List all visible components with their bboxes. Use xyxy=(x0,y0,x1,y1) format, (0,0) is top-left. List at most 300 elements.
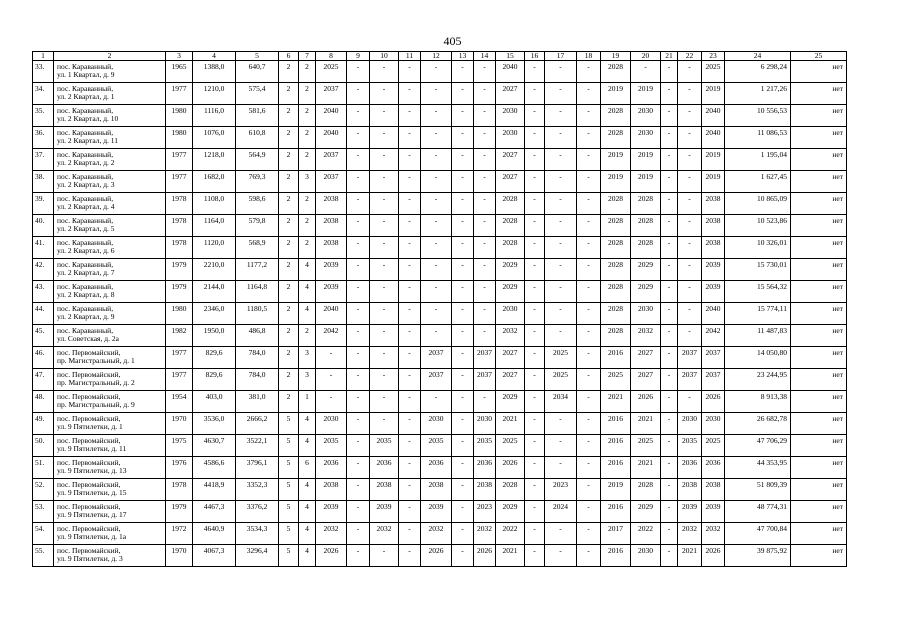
table-cell: - xyxy=(474,61,496,83)
table-cell: 4640,9 xyxy=(193,523,236,545)
table-cell: 2035 xyxy=(316,435,347,457)
table-cell: - xyxy=(525,281,545,303)
row-number-cell: 42. xyxy=(33,259,54,281)
table-cell: 2028 xyxy=(601,325,631,347)
table-cell: 2039 xyxy=(316,281,347,303)
address-settlement: пос. Первомайский, xyxy=(57,546,121,555)
table-cell: 2040 xyxy=(702,127,725,149)
table-cell: - xyxy=(678,391,702,413)
table-cell: нет xyxy=(791,501,847,523)
table-row xyxy=(33,479,847,501)
table-cell: 2019 xyxy=(702,171,725,193)
row-number-cell: 36. xyxy=(33,127,54,149)
table-cell: 5 xyxy=(279,457,299,479)
table-cell: - xyxy=(421,237,452,259)
table-cell: 1978 xyxy=(166,215,193,237)
address-settlement: пос. Караванный, xyxy=(57,326,114,335)
table-cell: - xyxy=(347,237,370,259)
table-cell: - xyxy=(370,61,399,83)
address-cell xyxy=(54,501,166,523)
table-cell: - xyxy=(577,501,601,523)
table-cell: - xyxy=(452,215,474,237)
table-cell: 2030 xyxy=(496,105,525,127)
table-cell: - xyxy=(421,193,452,215)
table-cell: 51 809,39 xyxy=(725,479,791,501)
address-street: ул. 9 Пятилетки, д. 1 xyxy=(57,422,123,431)
row-number-cell: 43. xyxy=(33,281,54,303)
table-cell: 2028 xyxy=(601,259,631,281)
table-cell: 2025 xyxy=(702,435,725,457)
table-cell: 2038 xyxy=(316,215,347,237)
row-number-cell: 41. xyxy=(33,237,54,259)
table-cell: 2021 xyxy=(601,391,631,413)
table-cell: - xyxy=(661,83,678,105)
address-cell xyxy=(54,171,166,193)
table-cell: - xyxy=(421,83,452,105)
table-cell: 10 556,53 xyxy=(725,105,791,127)
address-street: ул. 9 Пятилетки, д. 11 xyxy=(57,444,127,453)
table-cell: 2042 xyxy=(316,325,347,347)
row-number-cell: 44. xyxy=(33,303,54,325)
table-cell: 2 xyxy=(279,171,299,193)
address-street: ул. 2 Квартал, д. 6 xyxy=(57,246,115,255)
table-cell: 2019 xyxy=(601,83,631,105)
table-cell: нет xyxy=(791,171,847,193)
table-cell: - xyxy=(421,303,452,325)
table-cell: 4 xyxy=(299,479,316,501)
table-cell: 2038 xyxy=(678,479,702,501)
table-cell: - xyxy=(370,237,399,259)
table-cell: 2034 xyxy=(545,391,577,413)
table-cell: - xyxy=(370,347,399,369)
table-row xyxy=(33,325,847,347)
table-cell: 2039 xyxy=(316,501,347,523)
table-cell: 1980 xyxy=(166,105,193,127)
table-row xyxy=(33,545,847,567)
table-cell: - xyxy=(347,61,370,83)
table-cell: 829,6 xyxy=(193,347,236,369)
address-cell xyxy=(54,193,166,215)
table-cell: нет xyxy=(791,61,847,83)
table-cell: 2030 xyxy=(631,127,661,149)
address-settlement: пос. Караванный, xyxy=(57,282,114,291)
table-cell: 2037 xyxy=(702,347,725,369)
column-header: 21 xyxy=(661,52,678,61)
table-cell: - xyxy=(525,501,545,523)
table-row xyxy=(33,347,847,369)
table-cell: 2028 xyxy=(601,303,631,325)
table-cell: - xyxy=(370,391,399,413)
table-cell: - xyxy=(678,83,702,105)
table-cell: - xyxy=(421,105,452,127)
table-cell: 2036 xyxy=(316,457,347,479)
table-cell: 2029 xyxy=(631,281,661,303)
table-cell: 3352,3 xyxy=(236,479,279,501)
table-cell: - xyxy=(545,435,577,457)
table-cell: - xyxy=(545,105,577,127)
table-cell: 2016 xyxy=(601,435,631,457)
table-cell: - xyxy=(399,501,421,523)
address-street: ул. 9 Пятилетки, д. 17 xyxy=(57,510,127,519)
table-cell: 2038 xyxy=(316,193,347,215)
column-header: 22 xyxy=(678,52,702,61)
address-street: ул. 1 Квартал, д. 9 xyxy=(57,70,115,79)
table-cell: - xyxy=(452,545,474,567)
column-header: 20 xyxy=(631,52,661,61)
table-cell: 2028 xyxy=(496,193,525,215)
table-cell: нет xyxy=(791,347,847,369)
table-cell: 2035 xyxy=(370,435,399,457)
table-cell: - xyxy=(452,523,474,545)
table-cell: 1116,0 xyxy=(193,105,236,127)
row-number-cell: 50. xyxy=(33,435,54,457)
table-cell: - xyxy=(545,149,577,171)
table-cell: - xyxy=(399,281,421,303)
address-cell xyxy=(54,545,166,567)
address-settlement: пос. Караванный, xyxy=(57,304,114,313)
table-cell: - xyxy=(577,171,601,193)
address-cell xyxy=(54,325,166,347)
table-cell: - xyxy=(661,281,678,303)
row-number-cell: 53. xyxy=(33,501,54,523)
table-cell: - xyxy=(545,523,577,545)
table-cell: - xyxy=(452,83,474,105)
address-street: ул. 2 Квартал, д. 1 xyxy=(57,92,115,101)
table-cell: 1975 xyxy=(166,435,193,457)
table-cell: 15 564,32 xyxy=(725,281,791,303)
table-cell: - xyxy=(661,259,678,281)
table-cell: - xyxy=(661,501,678,523)
table-cell: - xyxy=(421,325,452,347)
table-cell: 3534,3 xyxy=(236,523,279,545)
table-cell: - xyxy=(577,149,601,171)
table-cell: - xyxy=(399,127,421,149)
table-cell: - xyxy=(474,171,496,193)
table-cell: - xyxy=(577,303,601,325)
table-cell: 2036 xyxy=(474,457,496,479)
table-cell: - xyxy=(474,83,496,105)
address-settlement: пос. Первомайский, xyxy=(57,436,121,445)
table-cell: 2 xyxy=(279,259,299,281)
address-cell xyxy=(54,127,166,149)
table-cell: 1978 xyxy=(166,237,193,259)
table-cell: 4467,3 xyxy=(193,501,236,523)
table-cell: 2039 xyxy=(421,501,452,523)
table-cell: - xyxy=(399,105,421,127)
table-cell: - xyxy=(399,259,421,281)
table-cell: - xyxy=(661,369,678,391)
table-cell: 2032 xyxy=(678,523,702,545)
table-cell: 2026 xyxy=(702,545,725,567)
table-cell: 1388,0 xyxy=(193,61,236,83)
table-cell: 2037 xyxy=(474,369,496,391)
table-row xyxy=(33,237,847,259)
table-cell: - xyxy=(577,105,601,127)
table-cell: 1120,0 xyxy=(193,237,236,259)
table-cell: - xyxy=(545,413,577,435)
table-cell: - xyxy=(452,171,474,193)
table-cell: 2027 xyxy=(496,83,525,105)
address-settlement: пос. Караванный, xyxy=(57,62,114,71)
table-cell: 2030 xyxy=(631,303,661,325)
table-row xyxy=(33,105,847,127)
table-cell: нет xyxy=(791,215,847,237)
table-cell: - xyxy=(370,127,399,149)
address-settlement: пос. Первомайский, xyxy=(57,480,121,489)
table-cell: - xyxy=(545,83,577,105)
row-number-cell: 46. xyxy=(33,347,54,369)
address-street: ул. 2 Квартал, д. 7 xyxy=(57,268,115,277)
table-cell: - xyxy=(577,369,601,391)
table-cell: - xyxy=(678,281,702,303)
address-cell xyxy=(54,215,166,237)
table-cell: - xyxy=(399,61,421,83)
table-row xyxy=(33,61,847,83)
table-cell: 2026 xyxy=(702,391,725,413)
table-cell: 26 682,78 xyxy=(725,413,791,435)
table-cell: 4586,6 xyxy=(193,457,236,479)
row-number-cell: 52. xyxy=(33,479,54,501)
address-settlement: пос. Первомайский, xyxy=(57,370,121,379)
address-street: ул. 9 Пятилетки, д. 1а xyxy=(57,532,127,541)
table-cell: 2 xyxy=(299,61,316,83)
table-cell: 2037 xyxy=(421,347,452,369)
address-street: ул. 2 Квартал, д. 9 xyxy=(57,312,115,321)
table-cell: - xyxy=(347,479,370,501)
table-cell: - xyxy=(474,193,496,215)
table-cell: - xyxy=(661,171,678,193)
table-cell: - xyxy=(347,149,370,171)
table-cell: 784,0 xyxy=(236,369,279,391)
table-cell: 2030 xyxy=(631,545,661,567)
table-cell: - xyxy=(545,193,577,215)
table-cell: 48 774,31 xyxy=(725,501,791,523)
table-cell: нет xyxy=(791,325,847,347)
table-cell: 1979 xyxy=(166,259,193,281)
table-cell: 2 xyxy=(299,215,316,237)
table-cell: 2028 xyxy=(631,193,661,215)
table-cell: - xyxy=(661,127,678,149)
table-cell: 1180,5 xyxy=(236,303,279,325)
address-cell xyxy=(54,259,166,281)
table-cell: 2027 xyxy=(496,171,525,193)
table-cell: - xyxy=(347,325,370,347)
table-cell: 2028 xyxy=(601,61,631,83)
table-cell: - xyxy=(545,281,577,303)
address-cell xyxy=(54,413,166,435)
table-cell: 2144,0 xyxy=(193,281,236,303)
table-cell: 2039 xyxy=(678,501,702,523)
column-header: 8 xyxy=(316,52,347,61)
address-cell xyxy=(54,149,166,171)
table-cell: 2029 xyxy=(631,259,661,281)
table-cell: 2 xyxy=(279,281,299,303)
table-cell: - xyxy=(421,281,452,303)
table-cell: нет xyxy=(791,457,847,479)
table-cell: - xyxy=(545,325,577,347)
table-cell: 2029 xyxy=(631,501,661,523)
column-header: 12 xyxy=(421,52,452,61)
table-cell: 2019 xyxy=(631,171,661,193)
table-cell: 2016 xyxy=(601,501,631,523)
table-cell: - xyxy=(678,149,702,171)
address-settlement: пос. Караванный, xyxy=(57,238,114,247)
table-cell: 2037 xyxy=(421,369,452,391)
column-header: 10 xyxy=(370,52,399,61)
table-cell: 2 xyxy=(279,105,299,127)
table-cell: 2027 xyxy=(496,149,525,171)
table-row xyxy=(33,193,847,215)
column-header: 6 xyxy=(279,52,299,61)
table-cell: 2026 xyxy=(316,545,347,567)
address-settlement: пос. Первомайский, xyxy=(57,458,121,467)
table-cell: 2029 xyxy=(496,501,525,523)
table-cell: 5 xyxy=(279,413,299,435)
table-cell: - xyxy=(474,127,496,149)
table-cell: - xyxy=(347,303,370,325)
table-cell: - xyxy=(370,303,399,325)
address-street: ул. 9 Пятилетки, д. 15 xyxy=(57,488,127,497)
table-cell: 2028 xyxy=(601,127,631,149)
table-cell: - xyxy=(421,61,452,83)
table-cell: 1979 xyxy=(166,281,193,303)
data-table xyxy=(32,51,847,567)
table-cell: - xyxy=(678,193,702,215)
table-cell: 2027 xyxy=(631,347,661,369)
table-cell: - xyxy=(399,149,421,171)
table-cell: 2027 xyxy=(496,347,525,369)
table-cell: - xyxy=(661,545,678,567)
table-cell: - xyxy=(399,391,421,413)
table-cell: 47 706,29 xyxy=(725,435,791,457)
table-cell: - xyxy=(347,171,370,193)
table-cell: 39 875,92 xyxy=(725,545,791,567)
table-cell: 2039 xyxy=(316,259,347,281)
table-cell: 1976 xyxy=(166,457,193,479)
table-cell: - xyxy=(474,281,496,303)
table-cell: - xyxy=(525,61,545,83)
table-cell: 4067,3 xyxy=(193,545,236,567)
table-cell: - xyxy=(525,215,545,237)
table-cell: - xyxy=(545,303,577,325)
table-cell: - xyxy=(661,303,678,325)
table-cell: - xyxy=(474,237,496,259)
table-cell: - xyxy=(577,83,601,105)
table-cell: нет xyxy=(791,479,847,501)
address-cell xyxy=(54,523,166,545)
table-cell: 3522,1 xyxy=(236,435,279,457)
table-cell: 4 xyxy=(299,501,316,523)
address-street: пр. Магистральный, д. 9 xyxy=(57,400,135,409)
table-cell: 4 xyxy=(299,435,316,457)
table-cell: 2037 xyxy=(316,171,347,193)
table-cell: 23 244,95 xyxy=(725,369,791,391)
address-settlement: пос. Караванный, xyxy=(57,194,114,203)
table-cell: нет xyxy=(791,193,847,215)
table-cell: 1950,0 xyxy=(193,325,236,347)
table-cell: 3 xyxy=(299,171,316,193)
table-row xyxy=(33,435,847,457)
table-cell: - xyxy=(399,347,421,369)
table-cell: - xyxy=(399,215,421,237)
table-row xyxy=(33,149,847,171)
table-cell: - xyxy=(525,391,545,413)
table-cell: 598,6 xyxy=(236,193,279,215)
address-cell xyxy=(54,303,166,325)
address-cell xyxy=(54,61,166,83)
table-cell: 2039 xyxy=(370,501,399,523)
table-cell: - xyxy=(525,83,545,105)
table-cell: 4 xyxy=(299,523,316,545)
table-cell: 1 217,26 xyxy=(725,83,791,105)
table-cell: 2038 xyxy=(702,237,725,259)
table-cell: 15 730,01 xyxy=(725,259,791,281)
table-cell: 2037 xyxy=(678,347,702,369)
table-cell: - xyxy=(347,281,370,303)
table-cell: - xyxy=(370,193,399,215)
address-settlement: пос. Караванный, xyxy=(57,150,114,159)
table-cell: 2036 xyxy=(702,457,725,479)
table-cell: 4 xyxy=(299,303,316,325)
table-cell: 2027 xyxy=(631,369,661,391)
table-cell: - xyxy=(577,457,601,479)
table-cell: 1977 xyxy=(166,149,193,171)
table-cell: - xyxy=(399,193,421,215)
table-cell: 2029 xyxy=(496,281,525,303)
table-cell: - xyxy=(399,325,421,347)
table-row xyxy=(33,83,847,105)
table-cell: - xyxy=(525,413,545,435)
table-cell: - xyxy=(577,237,601,259)
table-cell: 2021 xyxy=(496,545,525,567)
table-cell: - xyxy=(347,457,370,479)
table-cell: - xyxy=(347,259,370,281)
table-cell: - xyxy=(452,435,474,457)
column-header: 1 xyxy=(33,52,54,61)
table-cell: - xyxy=(678,127,702,149)
table-cell: - xyxy=(452,281,474,303)
table-row xyxy=(33,281,847,303)
table-cell: 2036 xyxy=(678,457,702,479)
table-cell: 2016 xyxy=(601,347,631,369)
table-cell: - xyxy=(452,193,474,215)
table-cell: - xyxy=(347,413,370,435)
table-cell: 1177,2 xyxy=(236,259,279,281)
table-cell: 2 xyxy=(299,127,316,149)
table-cell: нет xyxy=(791,281,847,303)
table-cell: - xyxy=(525,479,545,501)
table-cell: 2019 xyxy=(702,83,725,105)
table-cell: 2037 xyxy=(316,149,347,171)
table-cell: 2030 xyxy=(421,413,452,435)
table-cell: 2017 xyxy=(601,523,631,545)
table-cell: - xyxy=(474,259,496,281)
table-cell: 2025 xyxy=(545,369,577,391)
table-cell: - xyxy=(525,347,545,369)
table-cell: 3 xyxy=(299,369,316,391)
address-street: ул. 2 Квартал, д. 11 xyxy=(57,136,119,145)
address-street: ул. 2 Квартал, д. 10 xyxy=(57,114,119,123)
table-cell: 2026 xyxy=(496,457,525,479)
column-header: 3 xyxy=(166,52,193,61)
table-cell: - xyxy=(452,325,474,347)
table-cell: - xyxy=(316,369,347,391)
table-cell: - xyxy=(545,215,577,237)
table-cell: - xyxy=(474,149,496,171)
table-cell: - xyxy=(370,259,399,281)
table-cell: - xyxy=(370,105,399,127)
table-cell: 2210,0 xyxy=(193,259,236,281)
